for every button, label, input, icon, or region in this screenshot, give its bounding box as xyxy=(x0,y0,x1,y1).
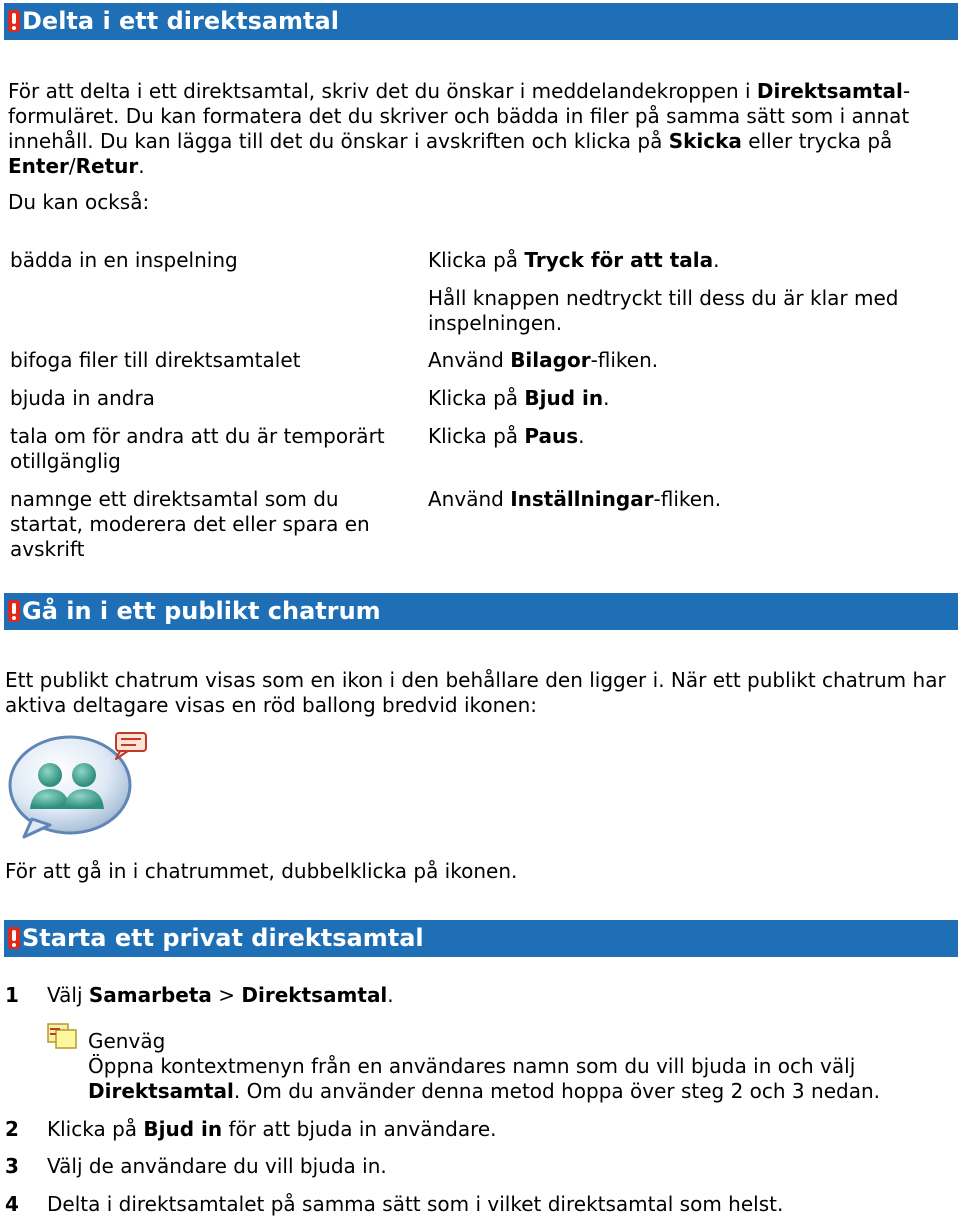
tip-heading: Genväg xyxy=(88,1029,166,1053)
intro-paragraph: För att delta i ett direktsamtal, skriv det du önskar i meddelandekroppen i Direktsamtal-formuläret. Du kan formatera det du skriver och bädda in filer på samma sätt som i annat innehåll. Du kan lägga till det du önskar i avskriften och klicka på Skicka eller trycka på Enter/Retur. xyxy=(8,79,911,178)
chatrum-instruction: För att gå in i chatrummet, dubbelklicka på ikonen. xyxy=(5,859,518,883)
also-label: Du kan också: xyxy=(8,190,150,214)
chatrum-paragraph: Ett publikt chatrum visas som en ikon i den behållare den ligger i. När ett publikt chatrum har aktiva deltagare visas en röd ballong bredvid ikonen: xyxy=(5,668,946,717)
alert-exclamation-icon xyxy=(8,600,20,622)
tip-text: Öppna kontextmenyn från en användares namn som du vill bjuda in och välj Direktsamtal. Om du använder denna metod hoppa över steg 2 och 3 nedan. xyxy=(88,1054,880,1103)
alert-exclamation-icon xyxy=(8,10,20,32)
heading-text: Delta i ett direktsamtal xyxy=(22,7,339,35)
heading-text: Starta ett privat direktsamtal xyxy=(22,924,424,952)
row-right-bjuda: Klicka på Bjud in. xyxy=(428,386,610,410)
heading-publikt-chatrum xyxy=(4,593,958,630)
row-right-inspelning-note: Håll knappen nedtryckt till dess du är klar med inspelningen. xyxy=(428,286,899,335)
row-left-inspelning: bädda in en inspelning xyxy=(10,248,238,272)
row-right-namnge: Använd Inställningar-fliken. xyxy=(428,487,722,511)
row-left-namnge: namnge ett direktsamtal som du startat, moderera det eller spara en avskrift xyxy=(10,487,370,561)
row-left-bifoga: bifoga filer till direktsamtalet xyxy=(10,348,301,372)
public-chatroom-icon[interactable] xyxy=(2,727,152,842)
heading-privat-direktsamtal xyxy=(4,920,958,957)
heading-text: Gå in i ett publikt chatrum xyxy=(22,597,381,625)
shortcut-note-icon xyxy=(46,1020,78,1050)
heading-delta-i-direktsamtal xyxy=(4,3,958,40)
row-right-inspelning: Klicka på Tryck för att tala. xyxy=(428,248,720,272)
row-right-bifoga: Använd Bilagor-fliken. xyxy=(428,348,659,372)
row-left-bjuda: bjuda in andra xyxy=(10,386,155,410)
row-right-paus: Klicka på Paus. xyxy=(428,424,585,448)
red-balloon-icon xyxy=(116,733,146,759)
row-left-paus: tala om för andra att du är temporärt otillgänglig xyxy=(10,424,385,473)
alert-exclamation-icon xyxy=(8,927,20,949)
